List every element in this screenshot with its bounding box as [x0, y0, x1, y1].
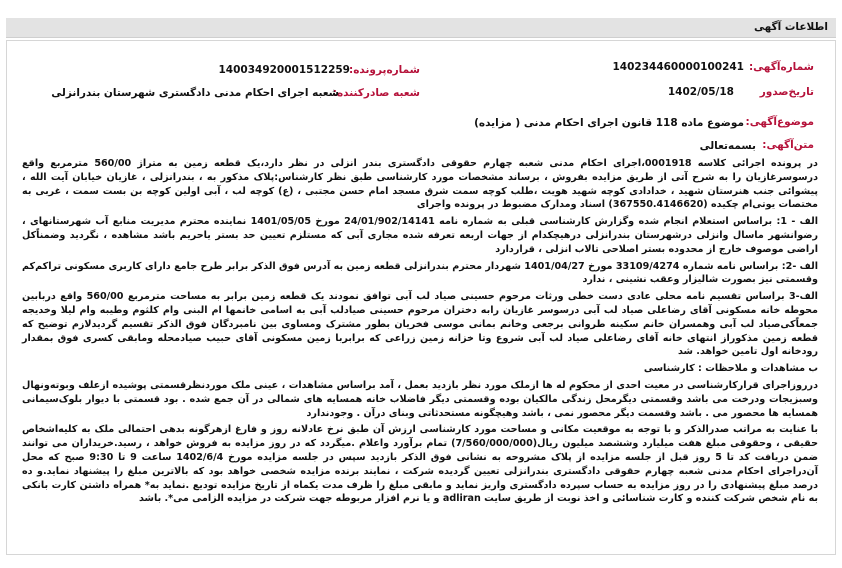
- body-paragraph-4: الف-3 براساس تقسیم نامه محلی عادی دست خطی ورثات مرحوم حسینی صیاد لب آبی توافق نمودند یک قطعه زمین برابر به مساحت مترمربع 560/00 واقع دربابین محوطه خانه مسکونی آقای رضاعلی صیاد لب آبی درسوسر غازیان رابه دختران مرحوم حسینی صیادلب آبی به اسامی خانمها ام البنی وام کلثوم وطیبه وام لیلا وخدیجه جمعاًکی‌صیاد لب آبی وهمسران خانم سکینه طروانی برجعی وخانم بمانی موسی فخریان بطور مشترک ومساوی بین نامبردگان فوق الذکر تقسیم گردیدلازم توضیح که قطعه زمین مذکوراز انتهای خانه آقای رضاعلی صیاد لب آبی شروع وتا خزانه زمین زراعی که برابربا زمین مسکونی آقای حبیب صیادمحله ومابقی کسری فوق بمقدار رودخانه اول تامین خواهد. شد: [22, 291, 818, 358]
- issue-date-label: تاریخ‌صدور: [759, 86, 814, 98]
- subject-value: موضوع ماده 118 قانون اجرای احکام مدنی ( مزایده): [474, 117, 744, 129]
- body-paragraph-3: الف -2: براساس نامه شماره 33109/4274 مورخ 1401/04/27 شهردار محترم بندرانزلی قطعه زمین به آدرس فوق الذکر برابر طرح جامع دارای کاربری مسکونی تراکم‌کم وقسمتی نیز بصورت شالیزار وعقب نشینی ، ندارد: [22, 260, 819, 286]
- body-paragraph-7: با عنایت به مراتب صدرالذکر و با توجه به موقعیت مکانی و مساحت مورد کارشناسی ارزش آن طبق نرخ عادلانه روز و فارغ ازهرگونه بدهی احتمالی ملک به کلیه‌اشخاص حقیقی ، وحقوقی مبلغ هفت میلیارد وششصد میلیون ریال(7/560/000/000) تمام برآورد واعلام .میگردد که در روز مزایده به فروش خواهد ، رسید.خریداران می توانند ضمن دریافت کد تا 5 روز قبل از جلسه مزایده از پلاک مشروحه به نشانی فوق الذکر بازدید سپس در جلسه مزایده مورخ 1402/6/4 ساعت 9 تا 9:30 صبح که محل آن‌دراجرای احکام مدنی شعبه چهارم حقوقی دادگستری بندرانزلی تعیین گردیده شرکت ، نمایند برنده مزایده شخصی خواهد بود که بالاترین مبلغ را پیشنهاد نماید.و ده درصد مبلغ پیشنهادی را در روز مزایده به حساب سپرده دادگستری واریز نماید و مابقی مبلغ را ظرف مدت یکماه از تاریخ مزایده تودیع .نماید به* همراه داشتن کارت بانکی به نام شخص شرکت کننده و کارت شناسائی و اخذ نوبت از طریق سایت adliran و یا نرم افزار مربوطه جهت شرکت در مزایده الزامی می*. باشد: [22, 424, 818, 505]
- ad-number-label: شماره‌آگهی:: [748, 61, 814, 73]
- body-paragraph-5: ب مشاهدات و ملاحظات : کارشناسی: [643, 363, 818, 375]
- subject-label: موضوع‌آگهی:: [745, 116, 814, 128]
- text-label: متن‌آگهی:: [762, 139, 814, 151]
- ad-number-value: 140234460000100241: [612, 61, 744, 73]
- body-paragraph-1: در پرونده اجرائی کلاسه 0001918،اجرای احکام مدنی شعبه چهارم حقوقی دادگستری بندر انزلی در نظر دارد،یک قطعه زمین به متراژ 560/00 مترمربع واقع درسوسرغازیان را به شرح آتی از طریق مزایده بفروش ، برساند مشخصات مورد کارشناسی طبق نظر کارشناس:پلاک مذکور به ، بندرانزلی ، غازیان خیابان آیت الله ، پیشوائی جنب هنرستان شهید ، خدادادی کوچه شهید هویت ،طلب کوچه سمت شرق مسجد امام حسن مجتبی ، (ع) کوچه لب ، آبی اولین کوچه بن بست سمت ، غربی به مختصات یوتی‌ام چکیده (367550.4146620) اسناد ومدارک مضبوط در پرونده واجرای: [22, 158, 818, 211]
- body-paragraph-2: الف - 1: براساس استعلام انجام شده وگزارش کارشناسی قبلی به شماره نامه 24/01/902/14141 مورخ 1401/05/05 نماینده محترم مدیریت منابع آب شهرستانهای ، رضوانشهر ماسال وانزلی درشهرستان بندرانزلی درهیچکدام از جهات اربعه تعرفه شده مجاری آبی که مستلزم تعیین حد بستر یاحریم باشد مشاهده ، نگردید وضمناًکل اراضی موصوف خارج از محدوده بستر اصلاحی تالاب انزلی ، قراردارد: [22, 216, 819, 255]
- header-bar: [6, 18, 836, 38]
- issuing-branch-value: شعبه اجرای احکام مدنی دادگستری شهرستان بندرانزلی: [51, 87, 339, 99]
- announcement-body: [22, 157, 818, 506]
- header-title: اطلاعات آگهی: [753, 21, 828, 33]
- file-number-value: 140034920001512259: [218, 64, 350, 76]
- file-number-label: شماره‌پرونده:: [349, 64, 420, 76]
- issuing-branch-label: شعبه صادر‌کننده:: [332, 87, 420, 99]
- text-value: بسمه‌تعالی: [699, 140, 756, 152]
- body-paragraph-6: درروزاجرای قرارکارشناسی در معیت احدی از محکوم له ها ازملک مورد نظر بازدید بعمل ، آمد براساس مشاهدات ، عینی ملک موردنظرقسمتی پوشیده ازعلف وبوته‌ونهال وسبزیجات ودرخت می باشد وقسمتی دیگرمحل زندگی مالکیان بوده وقسمتی دیگر فاضلاب خانه همسایه های شمالی در آن جمع شده . بود قسمتی با دیوار بلوک‌سیمانی همسایه ها محصور می . باشد وقسمت دیگر محصور نمی ، باشد وهیچگونه مستحدثاتی وبنای درآن . وجودندارد: [22, 379, 818, 419]
- issue-date-value: 1402/05/18: [667, 86, 734, 98]
